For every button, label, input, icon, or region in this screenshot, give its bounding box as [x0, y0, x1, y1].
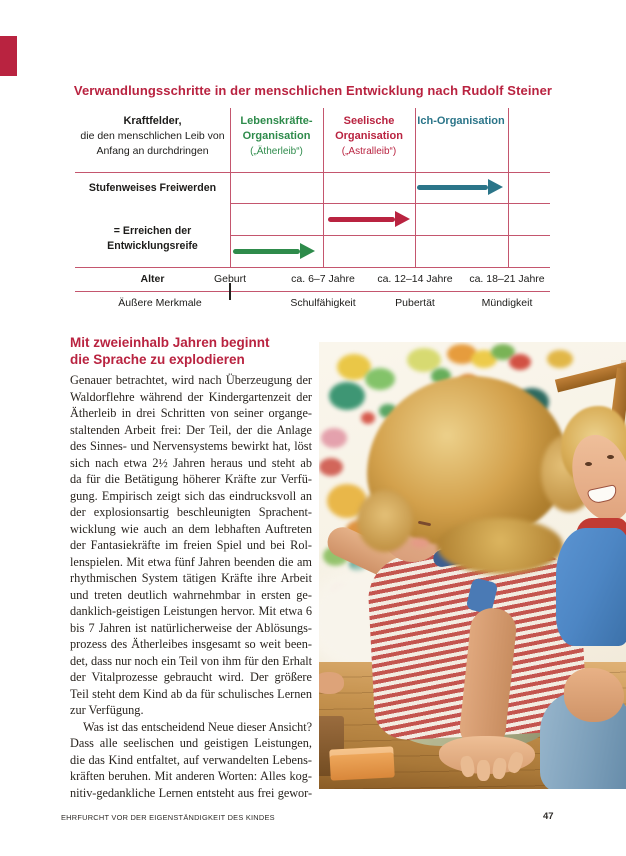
body-line: Waldorflehre während der Kindergartenzeit der	[70, 389, 312, 404]
finger	[477, 760, 490, 781]
header-sub: („Ätherleib“)	[250, 146, 303, 157]
page-number: 47	[543, 811, 554, 822]
arrow-shaft	[328, 217, 395, 222]
smiling-child-eye	[585, 462, 592, 466]
label-entwicklungsreife	[75, 224, 230, 254]
wooden-block-orange	[329, 746, 395, 780]
label-merkmale: Äußere Merkmale	[118, 297, 202, 309]
hair-curl	[437, 518, 563, 574]
body-line: Teil steht dem Kind ab da für schulisches Lernen	[70, 686, 312, 701]
body-line: det, dass nur noch ein Teil von ihm für den Erhalt	[70, 653, 312, 668]
arrow-shaft	[417, 185, 488, 190]
child-cheek	[411, 538, 429, 548]
body-line: des Sinnes- und Nervensystems bewirkt hat, löst	[70, 439, 312, 453]
header-ich-organisation	[415, 114, 507, 129]
smiling-child-eye	[607, 455, 614, 459]
paint-splotch	[321, 428, 347, 448]
label-line: Entwicklungsreife	[107, 240, 198, 252]
body-line: staltenden Arbeit frei: Der Teil, der die Anlage	[70, 422, 312, 437]
running-footer: EHRFURCHT VOR DER EIGENSTÄNDIGKEIT DES KINDES	[61, 813, 275, 822]
child-hand-left	[319, 672, 344, 694]
body-line: zur Verfügung.	[70, 703, 144, 717]
hair-curl	[357, 490, 413, 552]
paint-splotch	[547, 350, 573, 368]
grid-line	[75, 267, 550, 268]
paint-splotch	[509, 354, 531, 370]
merkmal-schulfaehigkeit: Schulfähigkeit	[290, 297, 356, 309]
grid-line	[230, 203, 550, 204]
body-line: lenspielen. Mit etwa fünf Jahren beenden die am	[70, 554, 312, 569]
arrow-seelische	[328, 211, 410, 227]
merkmal-pubertaet: Pubertät	[395, 297, 435, 309]
grid-line	[415, 108, 416, 267]
body-line: gung. Empirisch zeigt sich das eindrucksvoll an	[70, 488, 312, 503]
header-line: Seelische	[343, 115, 395, 127]
body-line: sich nach etwa 2½ Jahren heraus und steht ab	[70, 455, 312, 470]
grid-line	[230, 235, 550, 236]
age-geburt: Geburt	[213, 273, 247, 285]
header-kraftfelder	[75, 114, 230, 159]
body-line: danklich-geistigen Leistungen hervor. Mit etwa 6	[70, 604, 312, 618]
label-freiwerden: Stufenweises Freiwerden	[88, 182, 217, 194]
age-12-14: ca. 12–14 Jahre	[377, 273, 453, 285]
age-6-7: ca. 6–7 Jahre	[291, 273, 355, 285]
body-line: wicklung wie auch an dem lebhaften Auftreten	[70, 521, 312, 536]
header-seelische	[325, 114, 413, 159]
article-body	[70, 372, 312, 801]
paint-splotch	[361, 412, 375, 424]
age-18-21: ca. 18–21 Jahre	[469, 273, 545, 285]
grid-line	[75, 172, 550, 173]
grid-line	[230, 108, 231, 267]
header-line: Organisation	[242, 130, 311, 142]
paint-splotch	[319, 458, 343, 476]
grid-line	[75, 291, 550, 292]
blue-shirt-child	[556, 528, 626, 646]
arrow-lebenskraefte	[233, 243, 315, 259]
body-line: bis 7 Jahren ist natürlicherweise der Ablösungs-	[70, 620, 312, 635]
body-line: der Fantasiekräfte im freien Spiel und bei Rol-	[70, 538, 312, 552]
arrow-head	[300, 243, 315, 259]
arrow-shaft	[233, 249, 300, 254]
chapter-edge-tab	[0, 36, 17, 76]
body-line: Genauer betrachtet, wird nach Überzeugung der	[70, 373, 312, 387]
body-line: die das Kind entfaltet, auf verwandelten Lebens-	[70, 752, 312, 767]
body-line: nitiv-gedankliche Lernen entsteht aus frei gewor-	[70, 785, 312, 800]
header-line: Organisation	[335, 130, 403, 142]
body-line: Ätherleib in drei Schritten von seiner organge-	[70, 406, 312, 420]
grid-line	[323, 108, 324, 267]
arrow-head	[488, 179, 503, 195]
heading-line: die Sprache zu explodieren	[70, 352, 245, 367]
photo-children	[319, 342, 626, 789]
header-line: Lebenskräfte-	[240, 115, 313, 127]
header-lebenskraefte	[232, 114, 321, 159]
diagram-title: Verwandlungsschritte in der menschlichen Entwicklung nach Rudolf Steiner	[73, 83, 553, 98]
grid-line	[508, 108, 509, 267]
header-line: Ich-Organisation	[417, 115, 505, 127]
header-kraftfelder-line: Anfang an durchdringen	[96, 145, 209, 157]
article-heading	[70, 334, 320, 368]
label-line: = Erreichen der	[113, 225, 192, 237]
body-line: Dass alle seelischen und geistigen Leistungen,	[70, 736, 312, 750]
label-alter: Alter	[140, 273, 165, 285]
body-line: der Vitalprozesse gebraucht wird. Der größere	[70, 670, 312, 684]
body-line: und treten deutlich wahrnehmbar in ersten ge-	[70, 587, 312, 602]
header-kraftfelder-bold: Kraftfelder,	[123, 115, 182, 127]
body-line: kräften beruhen. Mit anderen Worten: Alles kog-	[70, 769, 312, 783]
body-line: Was ist das entscheidend Neue dieser Ansicht?	[83, 719, 312, 734]
arrow-ich	[417, 179, 503, 195]
header-sub: („Astralleib“)	[341, 146, 397, 157]
body-line: der explosionsartig beschleunigten Sprachent-	[70, 505, 312, 519]
body-line: da für die Betätigung höherer Kräfte zur Verfü-	[70, 472, 312, 486]
body-line: rhythmischen System tätigen Kräfte ihre Arbeit	[70, 571, 312, 585]
paint-splotch	[329, 382, 365, 410]
header-kraftfelder-line: die den menschlichen Leib von	[80, 130, 225, 142]
arrow-head	[395, 211, 410, 227]
children-hands	[564, 668, 624, 722]
paint-splotch	[365, 368, 395, 390]
merkmal-muendigkeit: Mündigkeit	[481, 297, 533, 309]
heading-line: Mit zweieinhalb Jahren beginnt	[70, 335, 270, 350]
body-line: prozess des Ätherleibes insgesamt so weit been-	[70, 637, 312, 651]
